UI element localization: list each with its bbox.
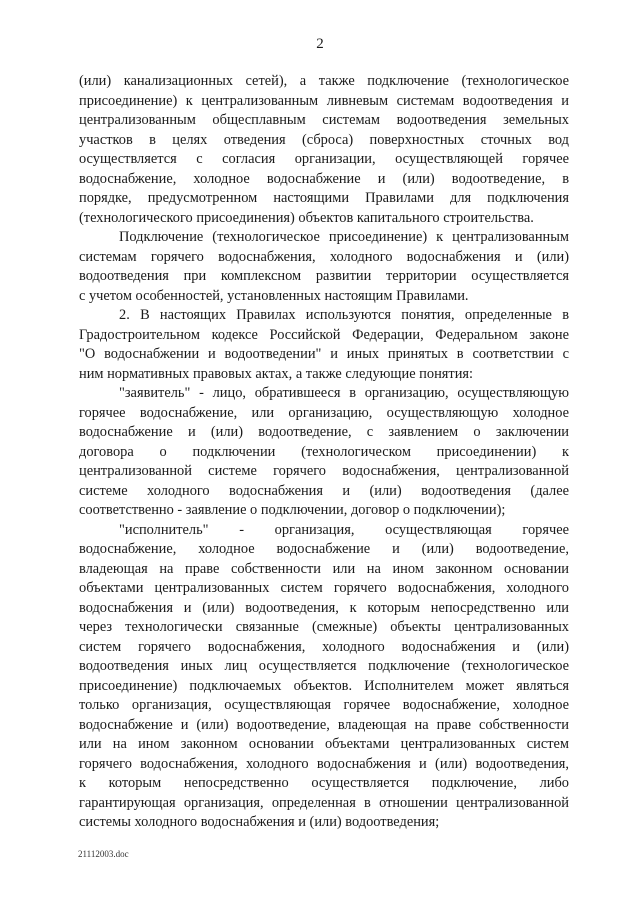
text-line: только организация, осуществляющая горячее водоснабжение, холодное <box>79 697 569 713</box>
text-line: "О водоснабжении и водоотведении" и иных принятых в соответствии с <box>79 346 569 362</box>
text-line: гарантирующая организация, определенная в отношении централизованной <box>79 794 569 811</box>
text-line: системе холодного водоснабжения и (или) водоотведения (далее <box>79 482 569 499</box>
text-line: "заявитель" - лицо, обратившееся в организацию, осуществляющую <box>119 385 569 401</box>
document-body <box>79 72 569 833</box>
text-line: системам горячего водоснабжения, холодного водоснабжения и (или) <box>79 248 569 265</box>
text-line: или на ином законном основании объектами централизованных систем <box>79 736 569 752</box>
page-number: 2 <box>316 36 324 52</box>
text-line: горячее водоснабжение, или организацию, осуществляющую холодное <box>79 404 569 421</box>
text-line: осуществляется с согласия организации, осуществляющей горячее <box>79 151 569 167</box>
text-line: водоснабжение, холодное водоснабжение и (или) водоотведение, в <box>79 170 569 187</box>
text-line: водоснабжение и (или) водоотведение, владеющая на праве собственности <box>79 716 569 733</box>
text-line: ним нормативных правовых актах, а также следующие понятия: <box>79 365 474 382</box>
text-line: (или) канализационных сетей), а также подключение (технологическое <box>79 73 569 89</box>
text-line: (технологического присоединения) объектов капитального строительства. <box>79 209 534 226</box>
text-line: порядке, предусмотренном настоящими Правилами для подключения <box>79 190 569 206</box>
text-line: 2. В настоящих Правилах используются понятия, определенные в <box>119 307 569 323</box>
text-line: системы холодного водоснабжения и (или) водоотведения; <box>79 814 440 830</box>
text-line: водоснабжение и (или) водоотведение, с заявлением о заключении <box>79 424 569 440</box>
text-line: систем горячего водоснабжения, холодного водоснабжения и (или) <box>79 638 569 655</box>
text-line: с учетом особенностей, установленных настоящим Правилами. <box>79 287 469 304</box>
text-line: водоотведения при комплексном развитии территории осуществляется <box>79 268 569 284</box>
text-line: владеющая на праве собственности или на ином законном основании <box>79 560 569 577</box>
file-name-footer: 21112003.doc <box>78 849 129 859</box>
text-line: централизованным общесплавным системам водоотведения земельных <box>79 112 569 128</box>
text-line: "исполнитель" - организация, осуществляющая горячее <box>119 521 569 538</box>
text-line: централизованной системе горячего водоснабжения, централизованной <box>79 463 569 479</box>
text-line: водоснабжения и (или) водоотведения, к которым непосредственно или <box>79 599 569 616</box>
text-line: участков в целях отведения (сброса) поверхностных сточных вод <box>79 131 569 148</box>
text-line: присоединение) к централизованным ливневым системам водоотведения и <box>79 92 569 109</box>
text-line: через технологически связанные (смежные) объекты централизованных <box>79 619 569 635</box>
text-line: к которым непосредственно осуществляется подключение, либо <box>79 775 569 791</box>
text-line: горячего водоснабжения, холодного водоснабжения и (или) водоотведения, <box>79 755 569 772</box>
text-line: соответственно - заявление о подключении, договор о подключении); <box>79 502 506 518</box>
text-line: водоотведения иных лиц осуществляется подключение (технологическое <box>79 658 569 674</box>
text-line: Градостроительном кодексе Российской Федерации, Федеральном законе <box>79 326 569 343</box>
text-line: присоединение) подключаемых объектов. Исполнителем может являться <box>79 677 569 694</box>
text-line: водоснабжение, холодное водоснабжение и (или) водоотведение, <box>79 541 569 557</box>
text-line: договора о подключении (технологическом присоединении) к <box>79 443 569 460</box>
text-line: Подключение (технологическое присоединение) к централизованным <box>119 229 569 245</box>
text-line: объектами централизованных систем горячего водоснабжения, холодного <box>79 580 569 596</box>
